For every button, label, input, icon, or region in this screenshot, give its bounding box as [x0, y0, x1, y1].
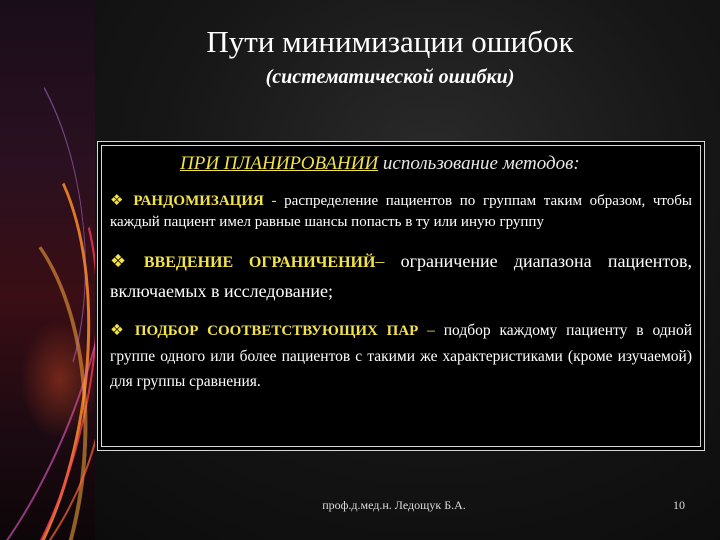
diamond-bullet-icon: ❖: [110, 191, 128, 209]
content-box-inner: [101, 145, 701, 447]
item-key: РАНДОМИЗАЦИЯ: [133, 193, 264, 209]
intro-emphasis: ПРИ ПЛАНИРОВАНИИ: [180, 153, 379, 174]
item-separator: -: [263, 193, 285, 209]
item-separator: –: [418, 322, 444, 339]
list-item-matching: [110, 318, 692, 394]
item-description: ограничение диапазона пациентов, включаемых в исследование;: [110, 251, 692, 301]
footer-author: проф.д.мед.н. Ледощук Б.А.: [322, 498, 466, 512]
content-box: [97, 141, 705, 451]
light-glow: [20, 320, 95, 440]
page-number: 10: [673, 498, 685, 512]
intro-line: [110, 152, 692, 176]
item-separator: –: [375, 251, 401, 271]
diamond-bullet-icon: ❖: [110, 321, 129, 339]
intro-rest: использование методов:: [378, 153, 580, 174]
slide-subtitle: (систематической ошибки): [265, 66, 515, 88]
list-item-restrictions: [110, 247, 692, 306]
list-item-randomization: [110, 190, 692, 233]
diamond-bullet-icon: ❖: [110, 251, 138, 272]
decorative-light-streaks: [0, 0, 95, 540]
item-description: распределение пациентов по группам таким образом, чтобы каждый пациент имел равные шансы попасть в ту или иную группу: [110, 193, 692, 230]
item-key: ПОДБОР СООТВЕТСТВУЮЩИХ ПАР: [134, 323, 419, 339]
slide-title: Пути минимизации ошибок: [206, 24, 574, 59]
item-key: ВВЕДЕНИЕ ОГРАНИЧЕНИЙ: [143, 254, 376, 271]
item-description: подбор каждому пациенту в одной группе одного или более пациентов с такими же характеристиками (кроме изучаемой) для группы сравнения.: [110, 322, 692, 390]
